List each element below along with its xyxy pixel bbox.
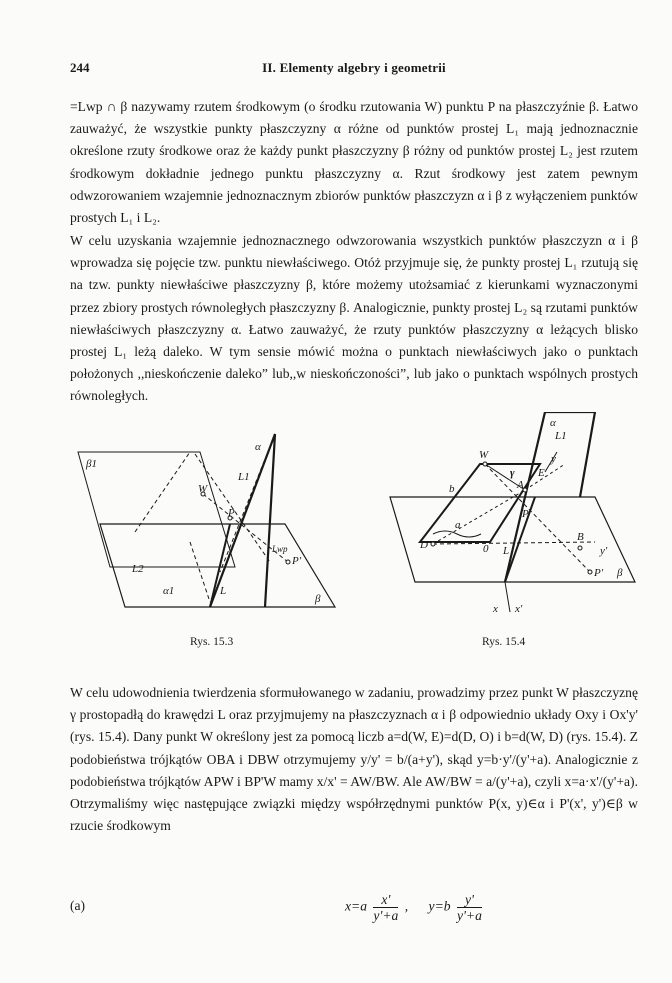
label-B: B (577, 531, 584, 543)
label-yprime: y' (600, 545, 608, 557)
formula-x-lhs: x=a (345, 898, 368, 914)
page-header (70, 60, 638, 78)
plane-alpha (210, 434, 275, 607)
paragraph-3: W celu udowodnienia twierdzenia sformułowanego w zadaniu, prowadzimy przez punkt W płaszczyznę γ prostopadłą do krawędzi L oraz przyjmujemy na płaszczyznach α i β odpowiednio układy Oxy i Ox'y' (rys. 15.4). Dany punkt W określony jest za pomocą liczb a=d(W, E)=d(D, O) i b=d(W, D) (rys. 15.4). Z podobieństwa trójkątów OBA i DBW otrzymujemy y/y' = b/(a+y'), skąd y=b·y'/(y'+a). Analogicznie z podobieństwa trójkątów APW i BP'W mamy x/x' = AW/BW. Ale AW/BW = a/(y'+a), czyli x=a·x'/(y'+a). Otrzymaliśmy więc następujące związki między współrzędnymi punktów P(x, y)∈α i P'(x', y')∈β w rzucie środkowym (70, 685, 638, 834)
label-y: y (551, 453, 556, 465)
label-D: D (420, 539, 428, 551)
label-alpha1: α1 (163, 585, 175, 597)
page-number: 244 (70, 60, 90, 75)
label-beta: β (617, 567, 623, 579)
label-L: L (220, 585, 227, 597)
formula-x-den: y'+a (373, 908, 399, 923)
label-Lwp: Lwp (272, 544, 288, 554)
formula-x-num: x' (373, 892, 398, 908)
formula-y-fraction (457, 892, 482, 923)
label-beta1: β1 (86, 458, 97, 470)
label-xprime-axis: x' (515, 603, 523, 615)
formula-x-fraction (373, 892, 398, 923)
formula-y-num: y' (457, 892, 482, 908)
formula-label: (a) (70, 898, 86, 913)
running-title: II. Elementy algebry i geometrii (262, 60, 446, 75)
label-alpha: α (550, 417, 556, 429)
label-L1: L1 (238, 471, 250, 483)
label-b: b (449, 483, 455, 495)
label-L1: L1 (555, 430, 567, 442)
label-alpha: α (255, 441, 261, 453)
label-W: W (198, 483, 208, 495)
label-x-axis: x (493, 603, 498, 615)
label-A: A (517, 479, 524, 491)
label-P: P (228, 507, 235, 519)
paragraph-2: W celu uzyskania wzajemnie jednoznacznego odwzorowania wszystkich punktów płaszczyzn α i β wprowadza się pojęcie tzw. punktu niewłaściwego. Otóż przyjmuje się, że punkty prostej L₁ rzutują się na tzw. punkty niewłaściwe płaszczyzny β, które możemy utożsamiać z kierunkami wyznaczonymi przez zbiory prostych równoległych płaszczyzny β. Analogicznie, punkty prostej L₂ są rzutami punktów niewłaściwych płaszczyzny α. Łatwo zauważyć, że rzuty punktów płaszczyzny α leżących blisko prostej L₁ leżą daleko. W tym sensie mówić można o punktach niewłaściwych jako o punktach położonych ,,nieskończenie daleko” lub,,w nieskończoności”, lub jako o punktach wspólnych prostych równoległych. (70, 233, 638, 404)
label-beta: β (315, 593, 321, 605)
label-L2: L2 (132, 563, 144, 575)
formula-body (345, 892, 485, 923)
label-L: L (503, 545, 510, 557)
formula-sep: , (404, 898, 409, 914)
label-P: P (522, 508, 529, 520)
plane-beta1 (78, 452, 235, 567)
label-O: 0 (483, 543, 489, 555)
figure-15-3 (70, 412, 360, 617)
label-E: E (538, 467, 545, 479)
label-W: W (479, 449, 489, 461)
formula-a (70, 892, 638, 934)
label-Pprime: P' (594, 567, 604, 579)
paragraph-1: =Lwp ∩ β nazywamy rzutem środkowym (o środku rzutowania W) punktu P na płaszczyźnie β. Łatwo zauważyć, że wszystkie punkty płaszczyzny α różne od punktów prostej L₁ mają jednoznacznie określone rzuty środkowe oraz że każdy punkt płaszczyzny β różny od punktów prostej L₂ jest rzutem środkowym dokładnie jednego punktu płaszczyzny α. Rzut środkowy jest zatem pewnym odwzorowaniem wzajemnie jednoznacznym zbiorów punktów płaszczyzn α i β z wyłączeniem punktów prostych L₁ i L₂. (70, 99, 638, 226)
plane-gamma (420, 464, 540, 542)
caption-figure-15-4: Rys. 15.4 (482, 636, 526, 648)
caption-figure-15-3: Rys. 15.3 (190, 636, 234, 648)
label-Pprime: P' (292, 555, 302, 567)
label-gamma: γ (510, 467, 515, 479)
formula-y-lhs: y=b (428, 898, 451, 914)
label-a: a (455, 519, 461, 531)
figure-15-4 (365, 412, 645, 617)
formula-y-den: y'+a (456, 908, 482, 923)
